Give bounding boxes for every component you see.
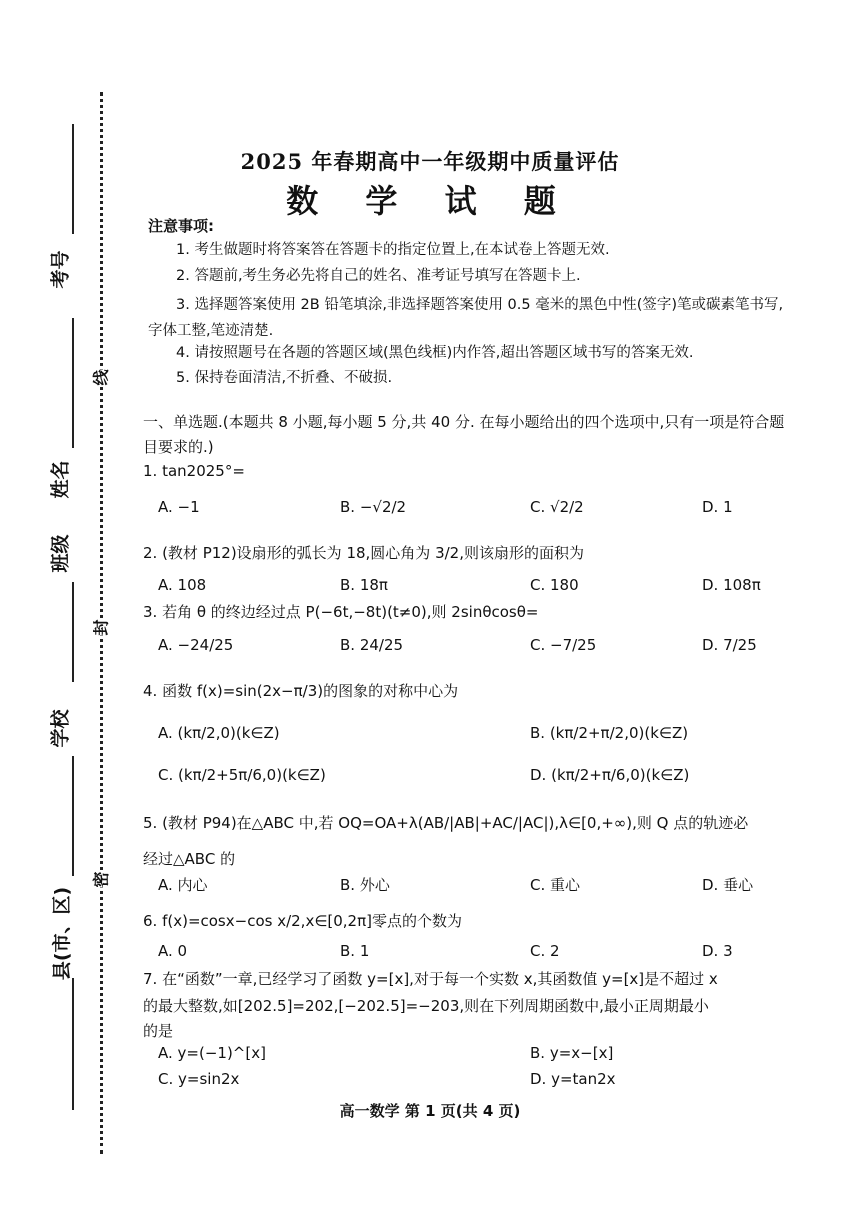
option-a: A. 0 — [158, 942, 188, 960]
page-footer: 高一数学 第 1 页(共 4 页) — [339, 1102, 521, 1120]
option-b: B. 1 — [340, 942, 370, 960]
question-stem: 1. tan2025°= — [143, 462, 245, 480]
option-c: C. 2 — [530, 942, 560, 960]
option-c: C. −7/25 — [530, 636, 597, 654]
option-d: D. 7/25 — [702, 636, 757, 654]
option-c: C. (kπ/2+5π/6,0)(k∈Z) — [158, 766, 326, 784]
option-a: A. 内心 — [158, 876, 208, 894]
option-b: B. 外心 — [340, 876, 390, 894]
notice-item: 2. 答题前,考生务必先将自己的姓名、准考证号填写在答题卡上. — [176, 268, 581, 284]
notice-item: 1. 考生做题时将答案答在答题卡的指定位置上,在本试卷上答题无效. — [176, 242, 610, 258]
seal-line-char: 线 — [89, 369, 112, 385]
question-stem: 2. (教材 P12)设扇形的弧长为 18,圆心角为 3/2,则该扇形的面积为 — [143, 544, 584, 562]
option-d: D. 1 — [702, 498, 733, 516]
option-a: A. −1 — [158, 498, 200, 516]
name-blank — [72, 318, 74, 448]
exam-title: 2025 年春期高中一年级期中质量评估 — [240, 149, 620, 174]
option-d: D. (kπ/2+π/6,0)(k∈Z) — [530, 766, 690, 784]
option-b: B. 24/25 — [340, 636, 404, 654]
question-stem: 7. 在“函数”一章,已经学习了函数 y=[x],对于每一个实数 x,其函数值 y=[x]是不超过 x — [143, 970, 718, 988]
subject-title: 数 学 试 题 — [286, 182, 574, 220]
option-a: A. y=(−1)^[x] — [158, 1044, 266, 1062]
option-c: C. 180 — [530, 576, 579, 594]
option-b: B. y=x−[x] — [530, 1044, 614, 1062]
question-stem-cont: 的最大整数,如[202.5]=202,[−202.5]=−203,则在下列周期函数中,最小正周期最小 — [143, 997, 709, 1015]
question-stem-cont: 经过△ABC 的 — [143, 850, 236, 868]
notice-item: 5. 保持卷面清洁,不折叠、不破损. — [176, 370, 393, 386]
class-label: 班级 — [49, 534, 72, 573]
class-blank — [72, 582, 74, 682]
question-stem: 5. (教材 P94)在△ABC 中,若 OQ=OA+λ(AB/|AB|+AC/|AC|),λ∈[0,+∞),则 Q 点的轨迹必 — [143, 814, 749, 832]
county-label: 县(市、区) — [51, 886, 74, 981]
county-blank — [72, 978, 74, 1110]
section-heading: 一、单选题.(本题共 8 小题,每小题 5 分,共 40 分. 在每小题给出的四个选项中,只有一项是符合题目要求的.) — [143, 413, 785, 456]
notice-item: 4. 请按照题号在各题的答题区域(黑色线框)内作答,超出答题区域书写的答案无效. — [176, 345, 694, 361]
question-stem: 3. 若角 θ 的终边经过点 P(−6t,−8t)(t≠0),则 2sinθcosθ= — [143, 603, 539, 621]
name-label: 姓名 — [49, 460, 72, 499]
option-b: B. (kπ/2+π/2,0)(k∈Z) — [530, 724, 689, 742]
school-blank — [72, 756, 74, 876]
question-stem-cont: 的是 — [143, 1022, 174, 1040]
option-d: D. 垂心 — [702, 876, 754, 894]
option-a: A. (kπ/2,0)(k∈Z) — [158, 724, 280, 742]
option-c: C. √2/2 — [530, 498, 584, 516]
notice-heading: 注意事项: — [148, 217, 214, 235]
question-stem: 4. 函数 f(x)=sin(2x−π/3)的图象的对称中心为 — [143, 682, 459, 700]
option-a: A. 108 — [158, 576, 207, 594]
notice-item: 3. 选择题答案使用 2B 铅笔填涂,非选择题答案使用 0.5 毫米的黑色中性(签字)笔或碳素笔书写,字体工整,笔迹清楚. — [148, 297, 784, 339]
option-c: C. y=sin2x — [158, 1070, 240, 1088]
option-d: D. y=tan2x — [530, 1070, 616, 1088]
school-label: 学校 — [49, 709, 72, 748]
seal-mi-char: 密 — [89, 871, 112, 887]
option-b: B. −√2/2 — [340, 498, 407, 516]
option-c: C. 重心 — [530, 876, 581, 894]
option-a: A. −24/25 — [158, 636, 234, 654]
seal-feng-char: 封 — [89, 619, 112, 635]
option-b: B. 18π — [340, 576, 388, 594]
option-d: D. 3 — [702, 942, 733, 960]
exam-number-label: 考号 — [49, 250, 72, 289]
option-d: D. 108π — [702, 576, 761, 594]
question-stem: 6. f(x)=cosx−cos x/2,x∈[0,2π]零点的个数为 — [143, 912, 462, 930]
